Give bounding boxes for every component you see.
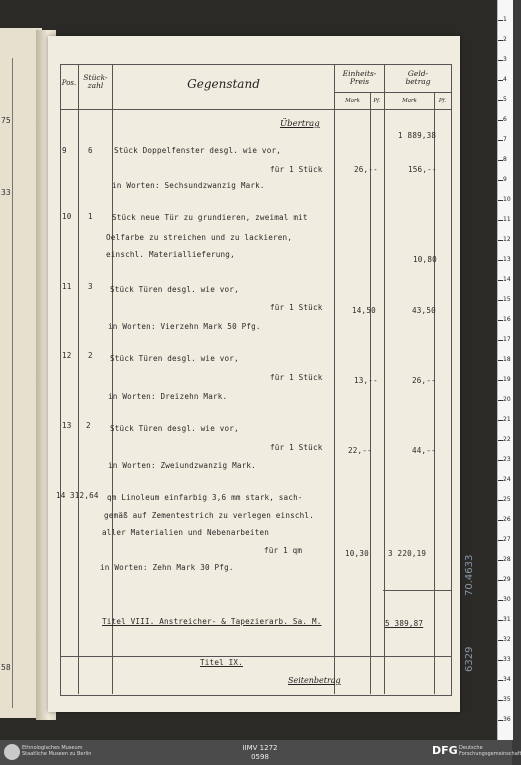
ruler-number: 17 bbox=[503, 336, 511, 343]
ruler-number: 11 bbox=[503, 216, 511, 223]
ruler-number: 21 bbox=[503, 416, 511, 423]
entry-words: in Worten: Zweiundzwanzig Mark. bbox=[108, 461, 256, 470]
entry-text: einschl. Materiallieferung, bbox=[106, 250, 235, 259]
dfg-name-line: Forschungsgemeinschaft bbox=[459, 751, 521, 757]
ruler-number: 27 bbox=[503, 536, 511, 543]
ruler-number: 32 bbox=[503, 636, 511, 643]
header-mark: Mark bbox=[345, 98, 360, 104]
ruler-number: 13 bbox=[503, 256, 511, 263]
header-rule bbox=[60, 109, 451, 110]
header-stueck bbox=[79, 74, 112, 91]
entry-qty: 6 bbox=[88, 146, 93, 155]
ruler-number: 33 bbox=[503, 656, 511, 663]
ruler-number: 14 bbox=[503, 276, 511, 283]
uebertrag-value: 1 889,38 bbox=[398, 131, 437, 140]
ruler-number: 6 bbox=[503, 116, 507, 123]
institution-line: Staatliche Museen zu Berlin bbox=[22, 751, 92, 757]
ruler-number: 15 bbox=[503, 296, 511, 303]
ruler-number: 20 bbox=[503, 396, 511, 403]
entry-unit: für 1 Stück bbox=[270, 165, 323, 174]
footer-rule bbox=[60, 656, 451, 657]
archive-code-line: 0598 bbox=[251, 753, 269, 761]
ruler-number: 1 bbox=[503, 16, 507, 23]
ruler-number: 4 bbox=[503, 76, 507, 83]
entry-words: in Worten: Dreizehn Mark. bbox=[108, 392, 228, 401]
entry-pos: 13 bbox=[62, 421, 72, 430]
entry-amount: 156,-- bbox=[408, 165, 437, 174]
dfg-logo: DFG bbox=[432, 744, 458, 757]
ruler-number: 36 bbox=[503, 716, 511, 723]
uebertrag-label: Übertrag bbox=[280, 119, 320, 129]
entry-words: in Worten: Sechsundzwanzig Mark. bbox=[112, 181, 265, 190]
entry-text: Stück Doppelfenster desgl. wie vor, bbox=[114, 146, 282, 155]
header-gegenstand: Gegenstand bbox=[187, 77, 260, 91]
header-pf: Pf. bbox=[373, 98, 381, 104]
ruler-number: 25 bbox=[503, 496, 511, 503]
ruler-number: 26 bbox=[503, 516, 511, 523]
archive-code-line: IIMV 1272 bbox=[242, 744, 278, 752]
entry-text: Stück neue Tür zu grundieren, zweimal mit bbox=[112, 213, 308, 222]
ruler-number: 24 bbox=[503, 476, 511, 483]
ruler-number: 28 bbox=[503, 556, 511, 563]
entry-price: 22,-- bbox=[348, 446, 372, 455]
entry-text: qm Linoleum einfarbig 3,6 mm stark, sach- bbox=[107, 493, 303, 502]
dfg-name bbox=[459, 745, 521, 757]
entry-qty: 312,64 bbox=[70, 491, 99, 500]
ruler-number: 9 bbox=[503, 176, 507, 183]
sum-rule bbox=[383, 590, 451, 591]
entry-pos: 10 bbox=[62, 212, 72, 221]
dfg-name-line: Deutsche bbox=[459, 745, 483, 751]
entry-qty: 3 bbox=[88, 282, 93, 291]
titel-ix: Titel IX. bbox=[200, 658, 243, 667]
pencil-note: 6329 bbox=[464, 646, 475, 672]
ruler-number: 16 bbox=[503, 316, 511, 323]
col-rule bbox=[78, 64, 79, 694]
titel-viii-sum: 5 389,87 bbox=[385, 619, 424, 628]
col-rule bbox=[434, 92, 435, 694]
entry-text: aller Materialien und Nebenarbeiten bbox=[102, 528, 270, 537]
header-pf: Pf. bbox=[438, 98, 447, 104]
entry-qty: 2 bbox=[88, 351, 93, 360]
entry-unit: für 1 qm bbox=[264, 546, 303, 555]
header-mark: Mark bbox=[402, 98, 417, 104]
ruler-number: 2 bbox=[503, 36, 507, 43]
header-geldbetrag bbox=[385, 70, 451, 87]
ruler-number: 12 bbox=[503, 236, 511, 243]
entry-text: gemäß auf Zementestrich zu verlegen einschl. bbox=[104, 511, 314, 520]
table-frame bbox=[60, 64, 452, 696]
scale-ruler bbox=[497, 0, 513, 740]
back-number: 75 bbox=[1, 116, 11, 125]
ruler-number: 34 bbox=[503, 676, 511, 683]
entry-text: Stück Türen desgl. wie vor, bbox=[110, 424, 239, 433]
entry-unit: für 1 Stück bbox=[270, 443, 323, 452]
entry-qty: 2 bbox=[86, 421, 91, 430]
entry-text: Stück Türen desgl. wie vor, bbox=[110, 285, 239, 294]
back-number: 58 bbox=[1, 663, 11, 672]
header-geld-line: Geld- bbox=[407, 69, 429, 78]
header-stueck-line: Stück- bbox=[83, 73, 108, 82]
entry-pos: 9 bbox=[62, 146, 67, 155]
ruler-number: 3 bbox=[503, 56, 507, 63]
col-rule bbox=[370, 92, 371, 694]
col-rule bbox=[384, 64, 385, 694]
ruler-number: 7 bbox=[503, 136, 507, 143]
ruler-number: 29 bbox=[503, 576, 511, 583]
entry-pos: 12 bbox=[62, 351, 72, 360]
ruler-number: 30 bbox=[503, 596, 511, 603]
museum-logo-icon bbox=[4, 744, 20, 760]
entry-text: Stück Türen desgl. wie vor, bbox=[110, 354, 239, 363]
ruler-number: 23 bbox=[503, 456, 511, 463]
seitenbetrag-label: Seitenbetrag bbox=[288, 676, 341, 685]
entry-price: 26,-- bbox=[354, 165, 378, 174]
ruler-number: 8 bbox=[503, 156, 507, 163]
header-stueck-line: zahl bbox=[87, 81, 104, 91]
ruler-number: 22 bbox=[503, 436, 511, 443]
entry-amount: 3 220,19 bbox=[388, 549, 427, 558]
header-einheit-line: Einheits- bbox=[342, 69, 377, 78]
header-pos: Pos. bbox=[61, 79, 77, 87]
ruler-number: 5 bbox=[503, 96, 507, 103]
entry-unit: für 1 Stück bbox=[270, 373, 323, 382]
column-rule bbox=[12, 58, 13, 708]
entry-qty: 1 bbox=[88, 212, 93, 221]
entry-price: 14,50 bbox=[352, 306, 376, 315]
header-einheit-line: Preis bbox=[349, 77, 370, 87]
entry-words: in Worten: Vierzehn Mark 50 Pfg. bbox=[108, 322, 261, 331]
titel-viii: Titel VIII. Anstreicher- & Tapezierarb. Sa. M. bbox=[102, 617, 322, 626]
entry-amount: 44,-- bbox=[412, 446, 436, 455]
archive-footer bbox=[0, 740, 521, 765]
ruler-number: 19 bbox=[503, 376, 511, 383]
col-rule bbox=[112, 64, 113, 694]
archive-code bbox=[240, 744, 280, 762]
entry-amount: 10,80 bbox=[413, 255, 437, 264]
institution-line: Ethnologisches Museum bbox=[22, 745, 83, 751]
col-rule bbox=[334, 64, 335, 694]
ruler-number: 18 bbox=[503, 356, 511, 363]
entry-amount: 43,50 bbox=[412, 306, 436, 315]
entry-pos: 11 bbox=[62, 282, 72, 291]
ruler-number: 35 bbox=[503, 696, 511, 703]
entry-price: 13,-- bbox=[354, 376, 378, 385]
ruler-number: 31 bbox=[503, 616, 511, 623]
pencil-note: 70.4633 bbox=[464, 554, 475, 596]
entry-text: Oelfarbe zu streichen und zu lackieren, bbox=[106, 233, 293, 242]
entry-price: 10,30 bbox=[345, 549, 369, 558]
entry-unit: für 1 Stück bbox=[270, 303, 323, 312]
institution-name bbox=[22, 745, 91, 757]
entry-amount: 26,-- bbox=[412, 376, 436, 385]
ledger-page bbox=[48, 36, 460, 712]
entry-pos: 14 bbox=[56, 491, 66, 500]
header-geld-line: betrag bbox=[405, 77, 431, 87]
entry-words: in Worten: Zehn Mark 30 Pfg. bbox=[100, 563, 234, 572]
ruler-number: 10 bbox=[503, 196, 511, 203]
back-number: 33 bbox=[1, 188, 11, 197]
header-einheitspreis bbox=[335, 70, 384, 87]
